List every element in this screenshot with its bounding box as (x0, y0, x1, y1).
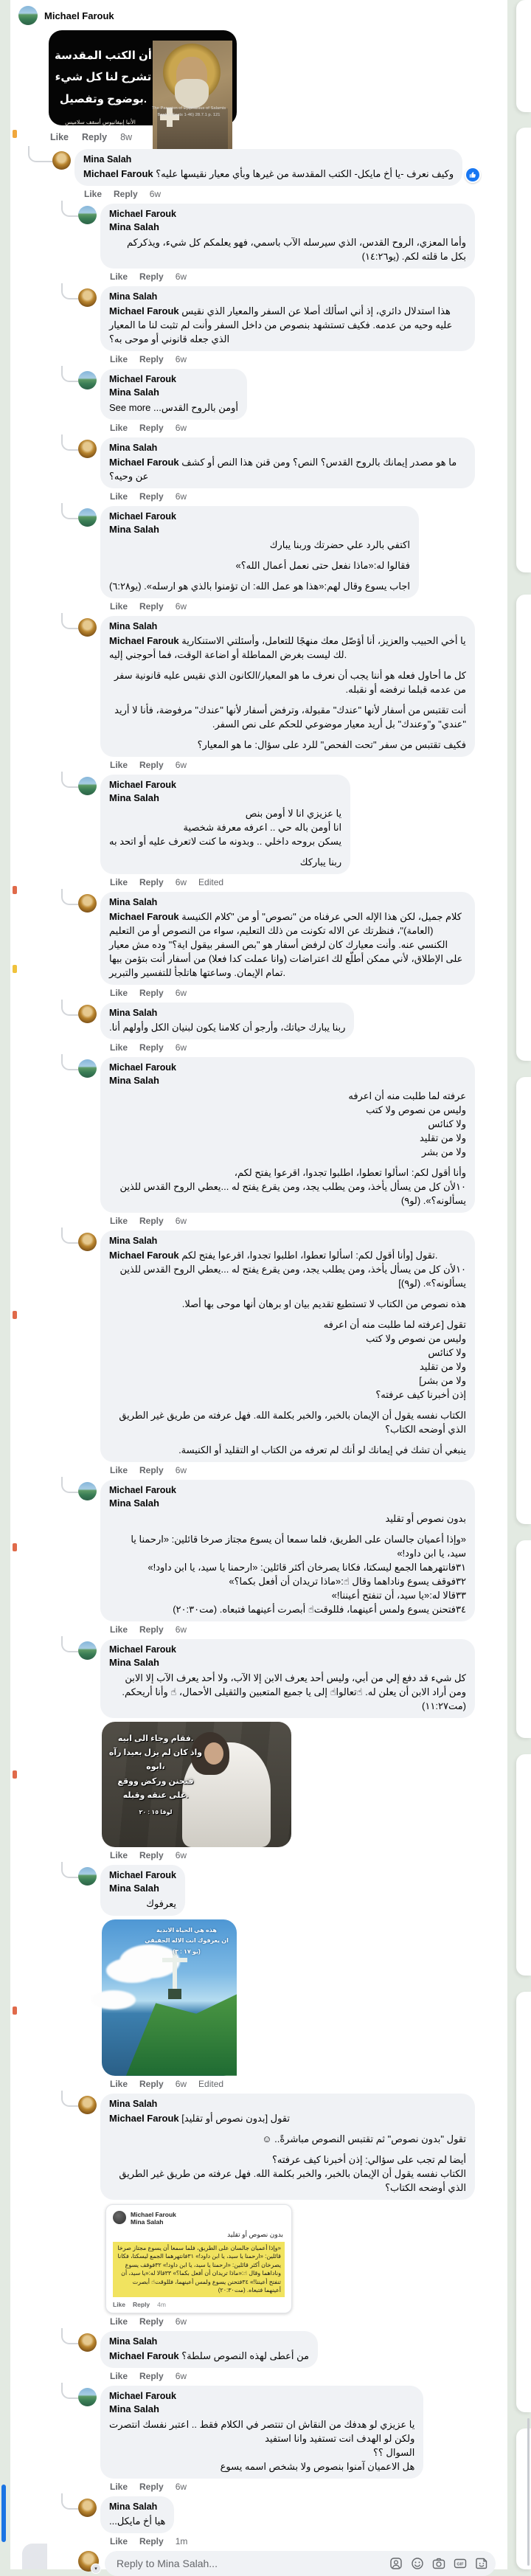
comment-author-name[interactable]: Mina Salah (109, 896, 158, 907)
comment-timestamp: 6w (175, 354, 187, 365)
cloud (91, 1990, 136, 2009)
reply-button[interactable]: Reply (139, 760, 164, 771)
comment-bubble (100, 437, 475, 488)
like-button[interactable]: Like (50, 131, 69, 142)
reply-button[interactable]: Reply (139, 2536, 164, 2547)
like-button[interactable]: Like (110, 423, 128, 434)
comment-actions (110, 2316, 507, 2328)
comment-actions (110, 2078, 507, 2091)
thread-connector (61, 1636, 78, 1652)
thread-connector (61, 2493, 78, 2510)
thread-connector (61, 1054, 78, 1070)
comment-bubble (100, 204, 475, 269)
comment-row (78, 437, 507, 503)
like-button[interactable]: Like (110, 988, 128, 999)
cloud (106, 1958, 158, 1983)
like-button[interactable]: Like (110, 2536, 128, 2547)
reply-button[interactable]: Reply (139, 988, 164, 999)
comment-bubble (100, 1230, 475, 1462)
reply-button[interactable]: Reply (114, 189, 138, 200)
comment-text-paragraph: كل ما أحاول فعله هو أننا يجب أن نعرف ما هو المعيار/الكانون الذي نقيس عليه قانونية سفر من عدمه قبلما نرفضه أو نقبله. (114, 669, 466, 695)
comment-row (52, 149, 507, 201)
comment-author-name[interactable]: Mina Salah (109, 1007, 158, 1018)
comment-text-paragraph: Michael Farouk وكيف نعرف -يا أخ مايكل- الكتب المقدسة من غيرها وبأي معيار نقيسها عليه؟ (83, 167, 454, 179)
thumbs-up-reaction-badge[interactable] (465, 167, 481, 183)
clipped-card-content-mark (13, 1543, 17, 1551)
reply-button[interactable]: Reply (139, 271, 164, 283)
mention[interactable]: Michael Farouk (109, 910, 179, 922)
comment-author-avatar[interactable] (78, 508, 97, 527)
like-button[interactable]: Like (110, 877, 128, 888)
scrollbar-thumb[interactable] (527, 2418, 530, 2566)
like-button[interactable]: Like (110, 354, 128, 365)
comment-text-paragraph: ربنا يباركك (299, 856, 342, 868)
comment-timestamp: 6w (175, 2316, 187, 2327)
gif-icon[interactable] (454, 2557, 467, 2570)
comment-thread-panel (10, 0, 507, 2572)
mention-line[interactable]: Mina Salah (109, 792, 159, 803)
verse-reference: لوقا ١٥ : ٢٠ (139, 1809, 173, 1815)
comment-row (78, 616, 507, 772)
comment-actions (110, 600, 507, 613)
reply-button[interactable]: Reply (139, 491, 164, 502)
reply-button[interactable]: Reply (139, 877, 164, 888)
jesus-face (204, 1742, 223, 1765)
comment-author-name[interactable]: Michael Farouk (109, 779, 176, 790)
thread-connector (61, 772, 78, 788)
comment-author-avatar[interactable] (78, 2333, 97, 2352)
comment-bubble (100, 775, 350, 874)
clipped-card (516, 0, 531, 112)
comment-timestamp: 6w (175, 760, 187, 771)
clipped-card-content-mark (13, 130, 17, 138)
comment-bubble (100, 2386, 423, 2479)
comment-actions (110, 987, 507, 1000)
clipped-card-content-mark (13, 2007, 17, 2015)
clipped-card-content-mark (13, 965, 17, 973)
photo-attachment-christ-statue[interactable] (102, 1919, 237, 2076)
mention-line[interactable]: Mina Salah (109, 1074, 159, 1086)
image-citation: The Panarion of Epiphanius of Salamis Book I (Sects 1-46) 28.7.1 p. 121 (151, 106, 226, 118)
comment-author-name[interactable]: Michael Farouk (109, 1869, 176, 1880)
comment-row (78, 204, 507, 283)
reply-button[interactable]: Reply (139, 1850, 164, 1861)
comment-author-avatar[interactable] (78, 2388, 97, 2406)
comment-text-paragraph: بدون نصوص أو تقليد (385, 1512, 466, 1524)
comments-list (10, 149, 507, 2551)
comment-actions (110, 271, 507, 283)
clipped-card-content-mark (13, 1311, 17, 1319)
comment-timestamp: 6w (175, 601, 187, 612)
comment-actions (110, 1215, 507, 1228)
comment-text-paragraph: اجاب يسوع وقال لهم:«هذا هو عمل الله: ان تؤمنوا بالذي هو ارسله». (يو٦:٢٨) (109, 580, 410, 592)
reply-button[interactable]: Reply (139, 1465, 164, 1476)
comment-author-name[interactable]: Mina Salah (109, 442, 158, 453)
like-button[interactable]: Like (84, 189, 103, 200)
photo-overlay-text: هذه هي الحياة الابدية ان يعرفوك انت الاله الحقيقي (يو ١٧ : ٣) (145, 1926, 229, 1955)
screenshot-author-names: Michael Farouk Mina Salah (131, 2210, 176, 2226)
comment-actions (110, 876, 507, 889)
screenshot-comment-text: بدون نصوص أو تقليد (227, 2230, 283, 2238)
image-attribution: الأنبا إبيفانيوس أسقف سلاميس (65, 118, 136, 125)
comment-timestamp: 6w (175, 2482, 187, 2493)
comment-author-name[interactable]: Mina Salah (109, 620, 158, 631)
comment-author-avatar[interactable] (78, 206, 97, 224)
comment-timestamp: 6w (175, 271, 187, 283)
comment-row (78, 2331, 507, 2383)
comment-timestamp: 6w (175, 877, 187, 888)
comment-author-name[interactable]: Michael Farouk (109, 510, 176, 522)
comment-bubble (100, 616, 475, 757)
thread-connector (61, 1000, 78, 1016)
comment-actions (110, 491, 507, 503)
thread-connector (61, 366, 78, 382)
mention[interactable]: Michael Farouk (109, 456, 179, 468)
thread-connector (61, 889, 78, 905)
comment-text-paragraph: فكيف تقتبس من سفر "تحت الفحص" للرد على سؤال: ما هو المعيار؟ (197, 738, 466, 750)
thread-connector (61, 1862, 78, 1878)
comment-author-name[interactable]: Mina Salah (109, 2098, 158, 2109)
like-button[interactable]: Like (110, 2371, 128, 2382)
photo-overlay-text: فقام وجاء الى ابيه. واذ كان لم يزل بعيدا رآه ابوه، فتحنن وركض ووقع على عنقه وقبله. لوقا ١٥ : ٢٠ (108, 1732, 204, 1818)
reply-button[interactable]: Reply (139, 601, 164, 612)
like-button[interactable]: Like (110, 760, 128, 771)
comment-author-avatar[interactable] (78, 1005, 97, 1023)
comment-timestamp: 6w (175, 1624, 187, 1635)
mention[interactable]: Michael Farouk (109, 634, 179, 646)
mention[interactable]: Michael Farouk (109, 2350, 179, 2361)
comment-bubble (100, 286, 475, 351)
thread-connector (61, 2091, 78, 2107)
comment-author-avatar[interactable] (78, 1482, 97, 1500)
screenshot-meta-row: Like Reply 4m (113, 2300, 166, 2308)
comment-text-paragraph: أنت تقتبس من أسفار لأنها "عندك" مقبولة، وترفض أسفار لأنها "عندك" مرفوضة، فأنا لا أريد "عندي" و"وعندك" بل أريد معيار موضوعي للحكم على نص السفر. (114, 704, 466, 730)
comment-text-paragraph: Michael Farouk تقول [بدون نصوص أو تقليد] (109, 2112, 291, 2124)
comment-author-name[interactable]: Mina Salah (109, 291, 158, 302)
mention-line[interactable]: Mina Salah (109, 1656, 159, 1668)
comment-row (78, 369, 507, 434)
mention-line[interactable]: Mina Salah (109, 523, 159, 535)
clipped-card (516, 128, 531, 572)
comment-bubble (74, 149, 462, 186)
comment-row (78, 1480, 507, 1636)
comment-text-paragraph: أيضا لم تجب على سؤالي: إذن أخبرنا كيف عرفته؟ الكتاب نفسه يقول أن الإيمان بالخبر، والخبر بكلمة الله. فهل عرفته من طريق غير الطريق الذي أوضحه الكتاب؟ (119, 2153, 466, 2193)
comment-author-name[interactable]: Michael Farouk (109, 1062, 176, 1073)
reply-button[interactable]: Reply (82, 131, 108, 142)
comment-text-paragraph: Michael Farouk يا أخي الحبيب والعزيز، أنا أؤصّل معك منهجًا للتعامل، وأسئلتي الاستنكارية لك ليست بغرض المماطلة أو اضاعة الوقت، فما أحوجني إليه. (109, 634, 466, 660)
comment-row (78, 775, 507, 889)
comment-actions (84, 188, 507, 201)
post-image-attachment[interactable] (49, 30, 237, 125)
emoji-icon[interactable] (411, 2557, 424, 2570)
thumbs-up-icon (468, 170, 477, 179)
clipped-card (516, 1992, 531, 2412)
thread-connector (61, 1477, 78, 1493)
comment-author-name[interactable]: Michael Farouk (109, 2390, 176, 2401)
comment-actions (110, 1464, 507, 1477)
comment-text-paragraph: Michael Farouk من أعطى لهذه النصوص سلطة؟ (109, 2350, 309, 2361)
edited-label: Edited (198, 2079, 224, 2090)
comment-row (78, 1865, 507, 2091)
comment-author-avatar[interactable] (78, 288, 97, 307)
comment-row (78, 1230, 507, 1477)
photo-attachment-jesus-embrace[interactable] (102, 1722, 291, 1847)
comment-author-avatar[interactable] (78, 440, 97, 458)
mention[interactable]: Michael Farouk (83, 167, 153, 179)
comment-text-paragraph: ربنا يبارك حياتك، وأرجو أن كلامنا يكون لبنيان الكل وأولهم أنا. (109, 1021, 346, 1033)
reply-button[interactable]: Reply (139, 1216, 164, 1227)
comment-row (78, 2386, 507, 2493)
comment-author-avatar[interactable] (52, 151, 71, 170)
comment-author-name[interactable]: Mina Salah (109, 2501, 158, 2512)
comment-timestamp: 6w (175, 1465, 187, 1476)
current-user-avatar[interactable] (78, 2551, 99, 2572)
comment-text-paragraph: وأما المعزي، الروح القدس، الذي سيرسله الآب باسمي، فهو يعلمكم كل شيء، ويذكركم بكل ما قلته لكم. (يو١٤:٢٦) (127, 236, 466, 262)
left-scroll-indicator[interactable] (1, 2485, 6, 2542)
comment-author-name[interactable]: Mina Salah (109, 2336, 158, 2347)
mention[interactable]: Michael Farouk (109, 2112, 179, 2124)
comment-bubble (100, 506, 419, 598)
clipped-card-content-mark (13, 1770, 17, 1779)
thread-connector (61, 201, 78, 217)
comment-bubble (100, 1480, 475, 1621)
thread-connector (61, 434, 78, 451)
mention-line[interactable]: Mina Salah (109, 1497, 159, 1509)
post-actions (50, 132, 507, 142)
comment-text-paragraph: فقالوا له:«ماذا نفعل حتى نعمل أعمال الله؟» (235, 559, 410, 571)
comment-timestamp: 1m (175, 2536, 188, 2547)
thread-connector (61, 2383, 78, 2399)
clipped-card (516, 1540, 531, 1738)
comment-actions (110, 422, 507, 434)
mention-line[interactable]: Mina Salah (109, 2403, 159, 2414)
avatar-sticker-icon[interactable] (389, 2557, 403, 2570)
comment-actions (110, 1624, 507, 1636)
comment-text-paragraph: وأنا أقول لكم: اسألوا تعطوا، اطلبوا تجدوا، اقرعوا يفتح لكم، ١٠لأن كل من يسأل يأخذ، ومن يطلب يجد، ومن يقرع يفتح له ...يعطي الروح القدس للذين يسألونه؟». (لو٩) (119, 1166, 466, 1206)
comment-author-avatar[interactable] (78, 1059, 97, 1078)
clipped-card (516, 1077, 531, 1524)
comment-text-paragraph: الكتاب نفسه يقول أن الإيمان بالخبر، والخبر بكلمة الله. فهل عرفته من طريق غير الطريق الذي أوضحه الكتاب؟ (119, 1409, 466, 1435)
mention-line[interactable]: Mina Salah (109, 1882, 159, 1894)
post-timestamp: 8w (120, 131, 133, 142)
comment-timestamp: 6w (175, 988, 187, 999)
comment-author-name[interactable]: Michael Farouk (109, 1644, 176, 1655)
screenshot-comment-header (113, 2211, 285, 2226)
comment-text-paragraph: يا عزيزي انا لا أومن بنص انا أومن باله حي .. اعرفه معرفة شخصية يسكن بروحه داخلي .. وبدونه ما كنت لاتعرف عليه أو اتحد به (109, 807, 342, 847)
comment-actions (110, 2535, 507, 2548)
comment-text-paragraph: «وإذا أعميان جالسان على الطريق، فلما سمعا أن يسوع مجتاز صرخا قائلين: «ارحمنا يا سيد، يا ابن داود!» ٣١فانتهرهما الجمع ليسكتا، فكانا يصرخان أكثر قائلين: «ارحمنا يا سيد، يا ابن داود!» ٣٢فوقف يسوع وناداهما وقال ☝:«ماذا تريدان أن أفعل بكما؟» ٣٣قالا له:«يا سيد، أن تنفتح أعيننا!» ٣٤فتحنن يسوع ولمس أعينهما، فللوقت☝ أبصرت أعينهما فتبعاه. (مت٢٠:٣٠) (131, 1533, 466, 1615)
like-button[interactable]: Like (110, 1042, 128, 1053)
comment-author-avatar[interactable] (78, 2096, 97, 2114)
comment-text-paragraph: Michael Farouk ما هو مصدر إيمانك بالروح القدس؟ النص؟ ومن قنن هذا النص أو كشف عن وحيه؟ (109, 456, 457, 482)
reply-button[interactable]: Reply (139, 1042, 164, 1053)
post-author-name[interactable]: Michael Farouk (44, 10, 114, 21)
comment-bubble (100, 892, 475, 985)
post-header (18, 6, 507, 25)
comment-text-paragraph: تقول [عرفته لما طلبت منه أن اعرفه وليس من نصوص ولا كتب ولا كنائس ولا من تقليد ولا من بشر] إذن أخبرنا كيف عرفته؟ (323, 1318, 466, 1400)
comment-timestamp: 6w (175, 1042, 187, 1053)
comment-text-paragraph: يا عزيزي لو هدفك من النقاش ان تنتصر في الكلام فقط .. اعتبر نفسك انتصرت ولكن لو الهدف انت تستفيد وانا استفيد السوال ؟؟ هل الاعميان آمنوا بنصوص ولا بشخص اسمه يسوع (109, 2418, 415, 2472)
comment-bubble (100, 369, 247, 420)
reply-input[interactable] (115, 2557, 389, 2570)
comment-author-name[interactable]: Mina Salah (109, 1235, 158, 1246)
comment-author-avatar[interactable] (78, 618, 97, 637)
comment-timestamp: 6w (175, 1216, 187, 1227)
comment-timestamp: 6w (175, 491, 187, 502)
thread-connector (61, 2328, 78, 2344)
comment-actions (110, 2370, 507, 2383)
comment-author-avatar[interactable] (78, 371, 97, 389)
like-button[interactable]: Like (110, 2316, 128, 2327)
comment-text-paragraph: Michael Farouk كلام جميل، لكن هذا الإله الحي عرفناه من "نصوص" أو من "كلام الكنيسة (العامة)"، فنظرتك عن الاله تكونت من ذلك التعليم، سواء من النصوص أو من التعليم الكنسي عنه. وأنت معيارك كان لرفض أسفار هو "بص السفر بيقول اية؟" وده مش معيار على الإطلاق، لأني ممكن أطلّع لك اعتراضات (وانا عملت كدا فعلا) من أسفار أنت بتؤمن بيها تمام الإيمان. وساعتها هاتلجأ للتفسير والتبرير. (109, 910, 463, 978)
reply-button[interactable]: Reply (139, 1624, 164, 1635)
like-button[interactable]: Like (110, 1624, 128, 1635)
reply-button[interactable]: Reply (139, 354, 164, 365)
comment-row (78, 2496, 507, 2548)
camera-icon[interactable] (432, 2557, 445, 2570)
see-more-link[interactable]: See more (109, 401, 151, 413)
thread-connector (61, 283, 78, 300)
sticker-icon[interactable] (475, 2557, 488, 2570)
reply-button[interactable]: Reply (139, 2316, 164, 2327)
comment-author-name[interactable]: Michael Farouk (109, 208, 176, 219)
comment-bubble (100, 1865, 185, 1916)
like-button[interactable]: Like (110, 1465, 128, 1476)
reply-button[interactable]: Reply (139, 423, 164, 434)
post-author-avatar[interactable] (18, 6, 38, 25)
comment-author-name[interactable]: Mina Salah (83, 153, 132, 165)
comment-author-name[interactable]: Michael Farouk (109, 373, 176, 384)
comment-timestamp: 6w (175, 2079, 187, 2090)
comment-row (78, 892, 507, 1000)
comment-actions (110, 1042, 507, 1054)
comment-author-avatar[interactable] (78, 1233, 97, 1251)
comment-text-paragraph: هذه نصوص من الكتاب لا تستطيع تقديم بيان او برهان أنها موحى بها أصلا. (181, 1298, 466, 1309)
comment-text-paragraph: ينبغي أن تشك في إيمانك لو أنك لم تعرفه من الكتاب او التقليد أو الكنيسة. (178, 1444, 466, 1455)
thread-connector (28, 146, 52, 162)
mention-line[interactable]: Mina Salah (109, 386, 159, 398)
comment-row (78, 2094, 507, 2328)
image-headline: أن الكتب المقدسة تشرح لنا كل شيء بوضوح وتفصيل. (55, 49, 152, 105)
screenshot-highlighted-quote: «وإذا أعميان جالسان على الطريق، فلما سمعا أن يسوع مجتاز صرخا قائلين: «ارحمنا يا سيد، يا ابن داود!» ٣١فانتهرهما الجمع ليسكتا، فكانا يصرخان أكثر قائلين: «ارحمنا يا سيد، يا ابن داود!» ٣٢فوقف يسوع وناداهما وقال ☝:«ماذا تريدان أن أفعل بكما؟» ٣٣قالا له:«يا سيد، أن تنفتح أعيننا!» ٣٤فتحنن يسوع ولمس أعينهما، فللوقت☝ أبصرت أعينهما فتبعاه. (مت٢٠:٣٠) (113, 2242, 285, 2297)
comment-bubble (100, 2094, 475, 2200)
comment-bubble (100, 1639, 475, 1718)
clipped-card (516, 1754, 531, 1976)
comment-text-paragraph: Michael Farouk تقول [وأنا أقول لكم: اسألوا تعطوا، اطلبوا تجدوا، اقرعوا يفتح لكم. ١٠لأن كل من يسأل يأخذ، ومن يطلب يجد، ومن يقرع يفتح له ...يعطي الروح القدس للذين يسألونه؟». (لو٩)] (109, 1249, 466, 1289)
comment-timestamp: 6w (175, 1850, 187, 1861)
comment-bubble (100, 2496, 174, 2533)
mention[interactable]: Michael Farouk (109, 305, 179, 316)
comment-row (78, 1639, 507, 1862)
comment-row (78, 286, 507, 366)
reply-composer (78, 2551, 496, 2576)
comment-bubble (100, 1003, 354, 1039)
reply-input-pill[interactable] (105, 2551, 496, 2576)
like-button[interactable]: Like (110, 1850, 128, 1861)
comment-timestamp: 6w (175, 2371, 187, 2382)
comment-row (78, 506, 507, 613)
edited-label: Edited (198, 877, 224, 888)
comment-actions (110, 2481, 507, 2493)
clipped-card (516, 595, 531, 1061)
clipped-card-content-mark (13, 886, 17, 894)
like-button[interactable]: Like (110, 2482, 128, 2493)
like-button[interactable]: Like (110, 2079, 128, 2090)
comment-author-avatar[interactable] (78, 2499, 97, 2517)
comment-text-paragraph: Michael Farouk هذا استدلال دائري، إذ أني اسألك أصلا عن السفر والمعيار الذي نقيس عليه وحيه من عدمه. فكيف تستشهد بنصوص من داخل السفر وأنت لم تثبت لنا ما المعيار الذي جعله قانوني أو موحى به؟ (109, 305, 453, 344)
screenshot-avatar (113, 2211, 126, 2224)
comment-timestamp: 6w (149, 189, 162, 200)
comment-text-paragraph: يعرفوك (146, 1897, 176, 1909)
comment-text-paragraph: كل شيء قد دفع إلي من أبي، وليس أحد يعرف الابن إلا الآب، ولا أحد يعرف الآب إلا الابن ومن أراد الابن أن يعلن له. ☝تعالوا☝ إلى يا جميع المتعبين والثقيلى الأحمال، ☝ وأنا أريحكم. (مت١١:٢٧) (122, 1672, 466, 1711)
like-button[interactable]: Like (110, 271, 128, 283)
screenshot-attachment[interactable] (105, 2204, 292, 2313)
comment-bubble (100, 2331, 318, 2368)
comment-timestamp: 6w (175, 423, 187, 434)
comment-actions (110, 353, 507, 366)
comment-text-paragraph: هيا أخ مايكل... (109, 2515, 166, 2527)
thread-connector (61, 1228, 78, 1244)
svg-text:GIF: GIF (457, 2562, 464, 2567)
comment-author-avatar[interactable] (78, 1641, 97, 1660)
thread-connector (61, 613, 78, 629)
thread-connector (61, 503, 78, 519)
comment-text-paragraph: عرفته لما طلبت منه أن اعرفه وليس من نصوص ولا كتب ولا كنائس ولا من تقليد ولا من بشر (348, 1090, 466, 1157)
mention-line[interactable]: Mina Salah (109, 221, 159, 232)
clipped-right-column (507, 0, 531, 2569)
reply-button[interactable]: Reply (139, 2371, 164, 2382)
comment-actions (110, 759, 507, 772)
comment-author-avatar[interactable] (78, 777, 97, 795)
like-button[interactable]: Like (110, 601, 128, 612)
comment-bubble (100, 1057, 475, 1213)
comment-text-paragraph: أومن بالروح القدس... See more (109, 401, 239, 413)
comment-text-paragraph: تقول "بدون نصوص" ثم تقتبس النصوص مباشرةً.. ☺ (262, 2133, 466, 2144)
clipped-card-corner (22, 2544, 47, 2569)
mention[interactable]: Michael Farouk (109, 1249, 179, 1261)
comment-author-name[interactable]: Michael Farouk (109, 1484, 176, 1495)
comment-row (78, 1003, 507, 1054)
saint-fresco-image (153, 41, 232, 166)
chevron-down-icon[interactable]: ▾ (91, 2563, 101, 2574)
reply-button[interactable]: Reply (139, 2079, 164, 2090)
comment-author-avatar[interactable] (78, 1867, 97, 1886)
comment-text-paragraph: اكتفي بالرد علي حضرتك وربنا يبارك (269, 539, 410, 550)
like-button[interactable]: Like (110, 1216, 128, 1227)
comment-author-avatar[interactable] (78, 894, 97, 913)
like-button[interactable]: Like (110, 491, 128, 502)
comment-actions (110, 1849, 507, 1862)
reply-button[interactable]: Reply (139, 2482, 164, 2493)
comment-row (78, 1057, 507, 1228)
